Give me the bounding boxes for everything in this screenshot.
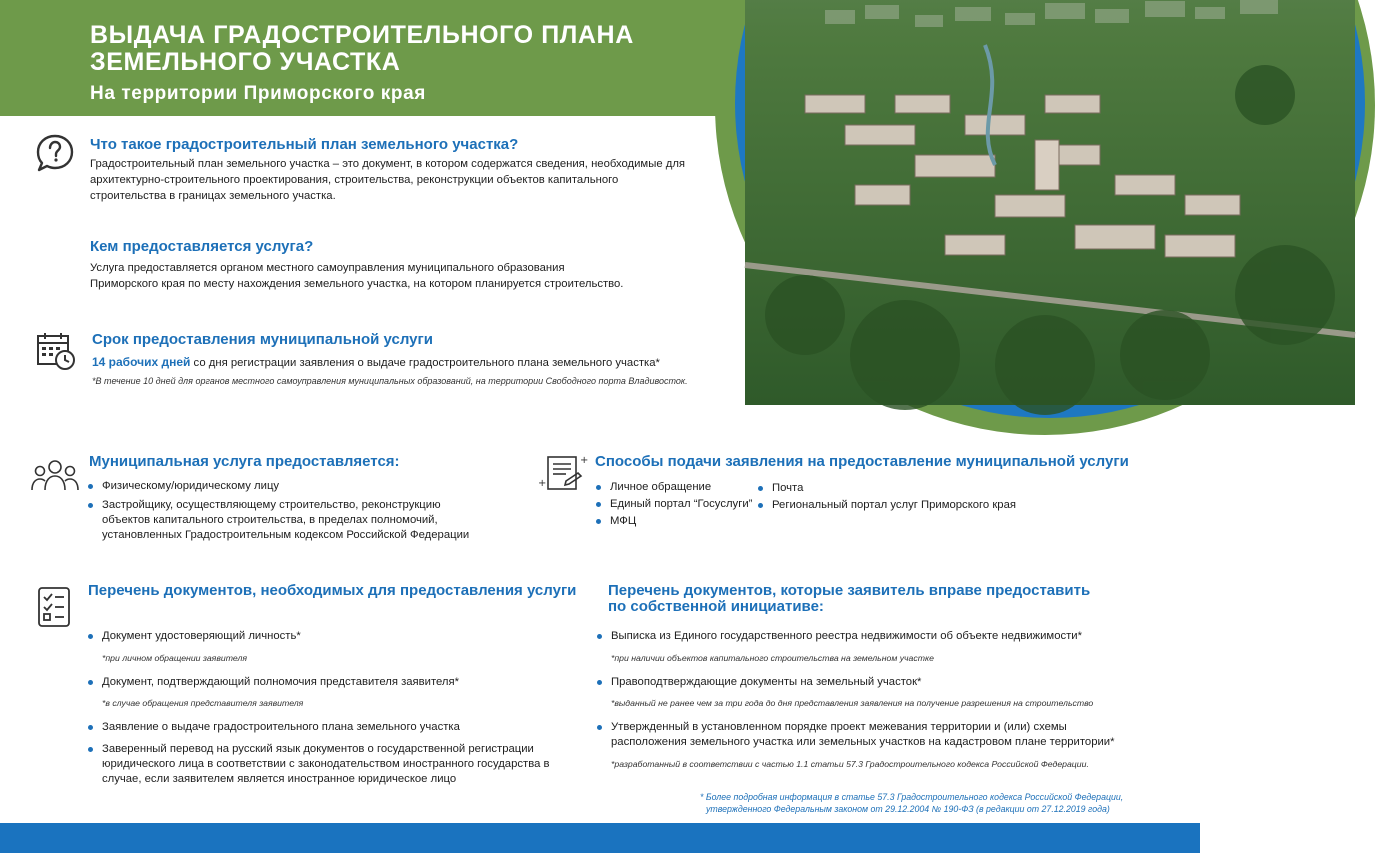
optional-doc-note: *выданный не ранее чем за три года до дня представления заявления на получение разрешения на строительство (611, 698, 1094, 708)
footer-band (0, 823, 1200, 853)
list-item: Застройщику, осуществляющему строительство, реконструкцию объектов капитального строительства, в пределах полномочий, установленных Градостроительным кодексом Российской Федерации (88, 498, 488, 543)
methods-list-1 (596, 480, 766, 529)
optional-doc-note: *при наличии объектов капитального строительства на земельном участке (611, 653, 934, 663)
list-item: Физическому/юридическому лицу (88, 479, 488, 494)
optional-doc-note: *разработанный в соответствии с частью 1.1 статьи 57.3 Градостроительного кодекса Российской Федерации. (611, 759, 1089, 769)
page-subtitle: На территории Приморского края (90, 83, 426, 104)
list-item: Региональный портал услуг Приморского края (758, 498, 1048, 513)
required-doc-note: *в случае обращения представителя заявителя (102, 698, 304, 708)
required-doc-item: Заявление о выдаче градостроительного плана земельного участка (88, 720, 568, 735)
list-item: Единый портал “Госуслуги” (596, 497, 766, 512)
required-doc-item: Заверенный перевод на русский язык документов о государственной регистрации юридического лица в соответствии с законодательством иностранного государства в случае, если заявителем является иностранное юридическое лицо (88, 742, 578, 787)
methods-title: Способы подачи заявления на предоставление муниципальной услуги (595, 453, 1129, 470)
footer-note (700, 791, 1150, 815)
svg-text:+: + (538, 478, 547, 489)
what-title: Что такое градостроительный план земельного участка? (90, 136, 519, 153)
optional-doc-item: Выписка из Единого государственного реестра недвижимости об объекте недвижимости* (597, 629, 1157, 644)
who-line-2: Приморского края по месту нахождения земельного участка, на котором планируется строительство. (90, 278, 624, 290)
who-line-1: Услуга предоставляется органом местного самоуправления муниципального образования (90, 262, 565, 274)
people-group-icon (31, 458, 79, 492)
term-title: Срок предоставления муниципальной услуги (92, 331, 433, 348)
term-line (92, 354, 712, 371)
who-title: Кем предоставляется услуга? (90, 238, 314, 255)
list-item: Личное обращение (596, 480, 766, 495)
required-doc-item: Документ, подтверждающий полномочия представителя заявителя* (88, 675, 568, 690)
optional-doc-item: Правоподтверждающие документы на земельный участок* (597, 675, 1157, 690)
methods-list-2 (758, 481, 1048, 513)
calendar-clock-icon (35, 330, 77, 372)
required-doc-note: *при личном обращении заявителя (102, 653, 248, 663)
recipients-list (88, 479, 488, 543)
what-text: Градостроительный план земельного участка – это документ, в котором содержатся сведения, необходимые для архитектурно-строительного проектирования, строительства, реконструкции объектов капитального строительства в границах земельного участка. (90, 158, 686, 202)
footer-note-line-2: утвержденного Федеральным законом от 29.12.2004 № 190-ФЗ (в редакции от 27.12.2019 года) (706, 804, 1110, 814)
term-days: 14 рабочих дней (92, 355, 191, 369)
list-item: МФЦ (596, 514, 766, 529)
required-docs-title: Перечень документов, необходимых для предоставления услуги (88, 582, 577, 599)
application-form-icon (538, 453, 589, 493)
footer-note-line-1: * Более подробная информация в статье 57.3 Градостроительного кодекса Российской Федерации, (700, 792, 1124, 802)
term-note: *В течение 10 дней для органов местного самоуправления муниципальных образований, на территории Свободного порта Владивосток. (92, 376, 688, 386)
checklist-icon (37, 586, 73, 628)
recipients-title: Муниципальная услуга предоставляется: (89, 453, 400, 470)
question-bubble-icon (35, 133, 75, 173)
term-rest: со дня регистрации заявления о выдаче градостроительного плана земельного участка* (190, 357, 660, 369)
optional-docs-title-2: по собственной инициативе: (608, 598, 824, 615)
optional-docs-title-1: Перечень документов, которые заявитель вправе предоставить (608, 582, 1091, 599)
list-item: Почта (758, 481, 1048, 496)
optional-doc-item: Утвержденный в установленном порядке проект межевания территории и (или) схемы расположения земельного участка или земельных участков на кадастровом плане территории* (597, 720, 1117, 750)
required-doc-item: Документ удостоверяющий личность* (88, 629, 568, 644)
page-title: ВЫДАЧА ГРАДОСТРОИТЕЛЬНОГО ПЛАНА ЗЕМЕЛЬНОГО УЧАСТКА (90, 21, 634, 76)
svg-text:+: + (580, 455, 589, 466)
